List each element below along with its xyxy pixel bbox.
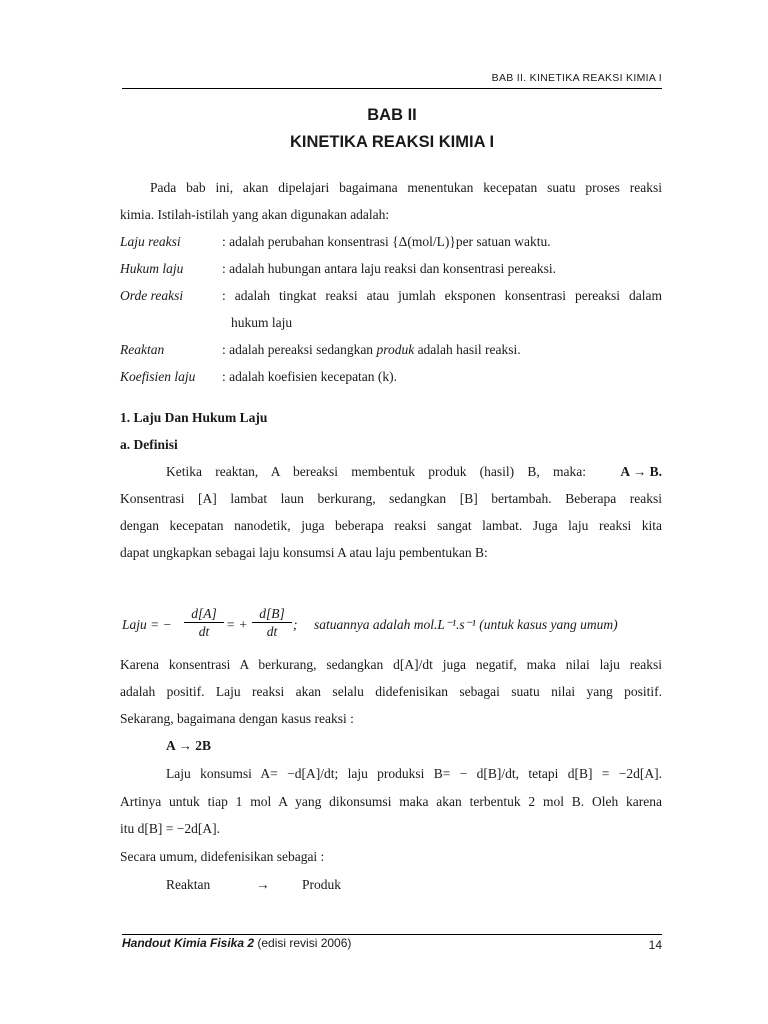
formula-fraction-a-numerator: d[A] — [184, 605, 224, 623]
para3-line-3: itu d[B] = −2d[A]. — [120, 821, 220, 836]
general-reaction-left: Reaktan — [166, 877, 211, 892]
definition-reaktan-post: adalah hasil reaksi. — [414, 342, 521, 357]
definition-laju-reaksi: : adalah perubahan konsentrasi {Δ(mol/L)}per satuan waktu. — [222, 234, 551, 249]
term-hukum-laju: Hukum laju — [120, 261, 184, 276]
definition-reaktan — [222, 342, 521, 358]
para2-line-1: Karena konsentrasi A berkurang, sedangkan d[A]/dt juga negatif, maka nilai laju reaksi — [120, 657, 662, 672]
chapter-title: KINETIKA REAKSI KIMIA I — [289, 133, 495, 151]
term-orde-reaksi: Orde reaksi — [120, 288, 184, 303]
para3-line-4: Secara umum, didefenisikan sebagai : — [120, 849, 325, 864]
reaction-a-to-2b: A → 2B — [166, 738, 212, 753]
formula-fraction-a-denominator: dt — [198, 624, 210, 639]
general-reaction-arrow: → — [256, 877, 270, 892]
running-header: BAB II. KINETIKA REAKSI KIMIA I — [491, 72, 662, 84]
footer-title: Handout Kimia Fisika 2 — [122, 936, 255, 950]
definition-koefisien-laju: : adalah koefisien kecepatan (k). — [222, 369, 398, 384]
para1-line-2: Konsentrasi [A] lambat laun berkurang, sedangkan [B] bertambah. Beberapa reaksi — [120, 491, 662, 506]
formula-fraction-b-numerator: d[B] — [252, 605, 292, 623]
definition-orde-reaksi-continuation: hukum laju — [231, 315, 293, 330]
para1-line-1 — [166, 464, 662, 480]
definition-orde-reaksi: : adalah tingkat reaksi atau jumlah eksponen konsentrasi pereaksi dalam — [222, 288, 662, 303]
para1-line-4: dapat ungkapkan sebagai laju konsumsi A atau laju pembentukan B: — [120, 545, 488, 560]
para3-line-1: Laju konsumsi A= −d[A]/dt; laju produksi B= − d[B]/dt, tetapi d[B] = −2d[A]. — [166, 766, 662, 781]
section-heading: 1. Laju Dan Hukum Laju — [120, 410, 268, 425]
para2-line-2: adalah positif. Laju reaksi akan selalu didefenisikan sebagai suatu nilai yang positif. — [120, 684, 662, 699]
para1-line-1-text: Ketika reaktan, A bereaksi membentuk produk (hasil) B, maka: — [166, 464, 586, 479]
para3-line-2: Artinya untuk tiap 1 mol A yang dikonsumsi maka akan terbentuk 2 mol B. Oleh karena — [120, 794, 662, 809]
footer-rule — [122, 934, 662, 935]
para1-line-3: dengan kecepatan nanodetik, juga beberapa reaksi sangat lambat. Juga laju reaksi kita — [120, 518, 662, 533]
page-number: 14 — [648, 938, 662, 952]
formula-unit-text: satuannya adalah mol.L⁻¹.s⁻¹ (untuk kasus yang umum) — [314, 617, 618, 632]
footer-text — [122, 936, 351, 950]
formula-lhs: Laju = − — [122, 617, 172, 632]
intro-line-2: kimia. Istilah-istilah yang akan digunakan adalah: — [120, 207, 390, 222]
subsection-heading: a. Definisi — [120, 437, 178, 452]
para2-line-3: Sekarang, bagaimana dengan kasus reaksi : — [120, 711, 354, 726]
rate-formula — [120, 603, 690, 649]
general-reaction-right: Produk — [302, 877, 342, 892]
formula-mid: = + — [226, 617, 248, 632]
formula-fraction-a — [184, 605, 224, 641]
term-laju-reaksi: Laju reaksi — [120, 234, 181, 249]
formula-fraction-b-denominator: dt — [266, 624, 278, 639]
term-koefisien-laju: Koefisien laju — [120, 369, 196, 384]
formula-fraction-b — [252, 605, 292, 641]
definition-reaktan-pre: : adalah pereaksi sedangkan — [222, 342, 377, 357]
footer-edition: (edisi revisi 2006) — [254, 936, 352, 950]
chapter-label: BAB II — [367, 106, 417, 124]
term-reaktan: Reaktan — [120, 342, 165, 357]
formula-separator: ; — [293, 617, 298, 632]
definition-hukum-laju: : adalah hubungan antara laju reaksi dan konsentrasi pereaksi. — [222, 261, 556, 276]
definition-reaktan-produk: produk — [376, 342, 415, 357]
header-rule — [122, 88, 662, 89]
para1-reaction: A → B. — [620, 464, 662, 479]
intro-line-1: Pada bab ini, akan dipelajari bagaimana menentukan kecepatan suatu proses reaksi — [150, 180, 662, 195]
